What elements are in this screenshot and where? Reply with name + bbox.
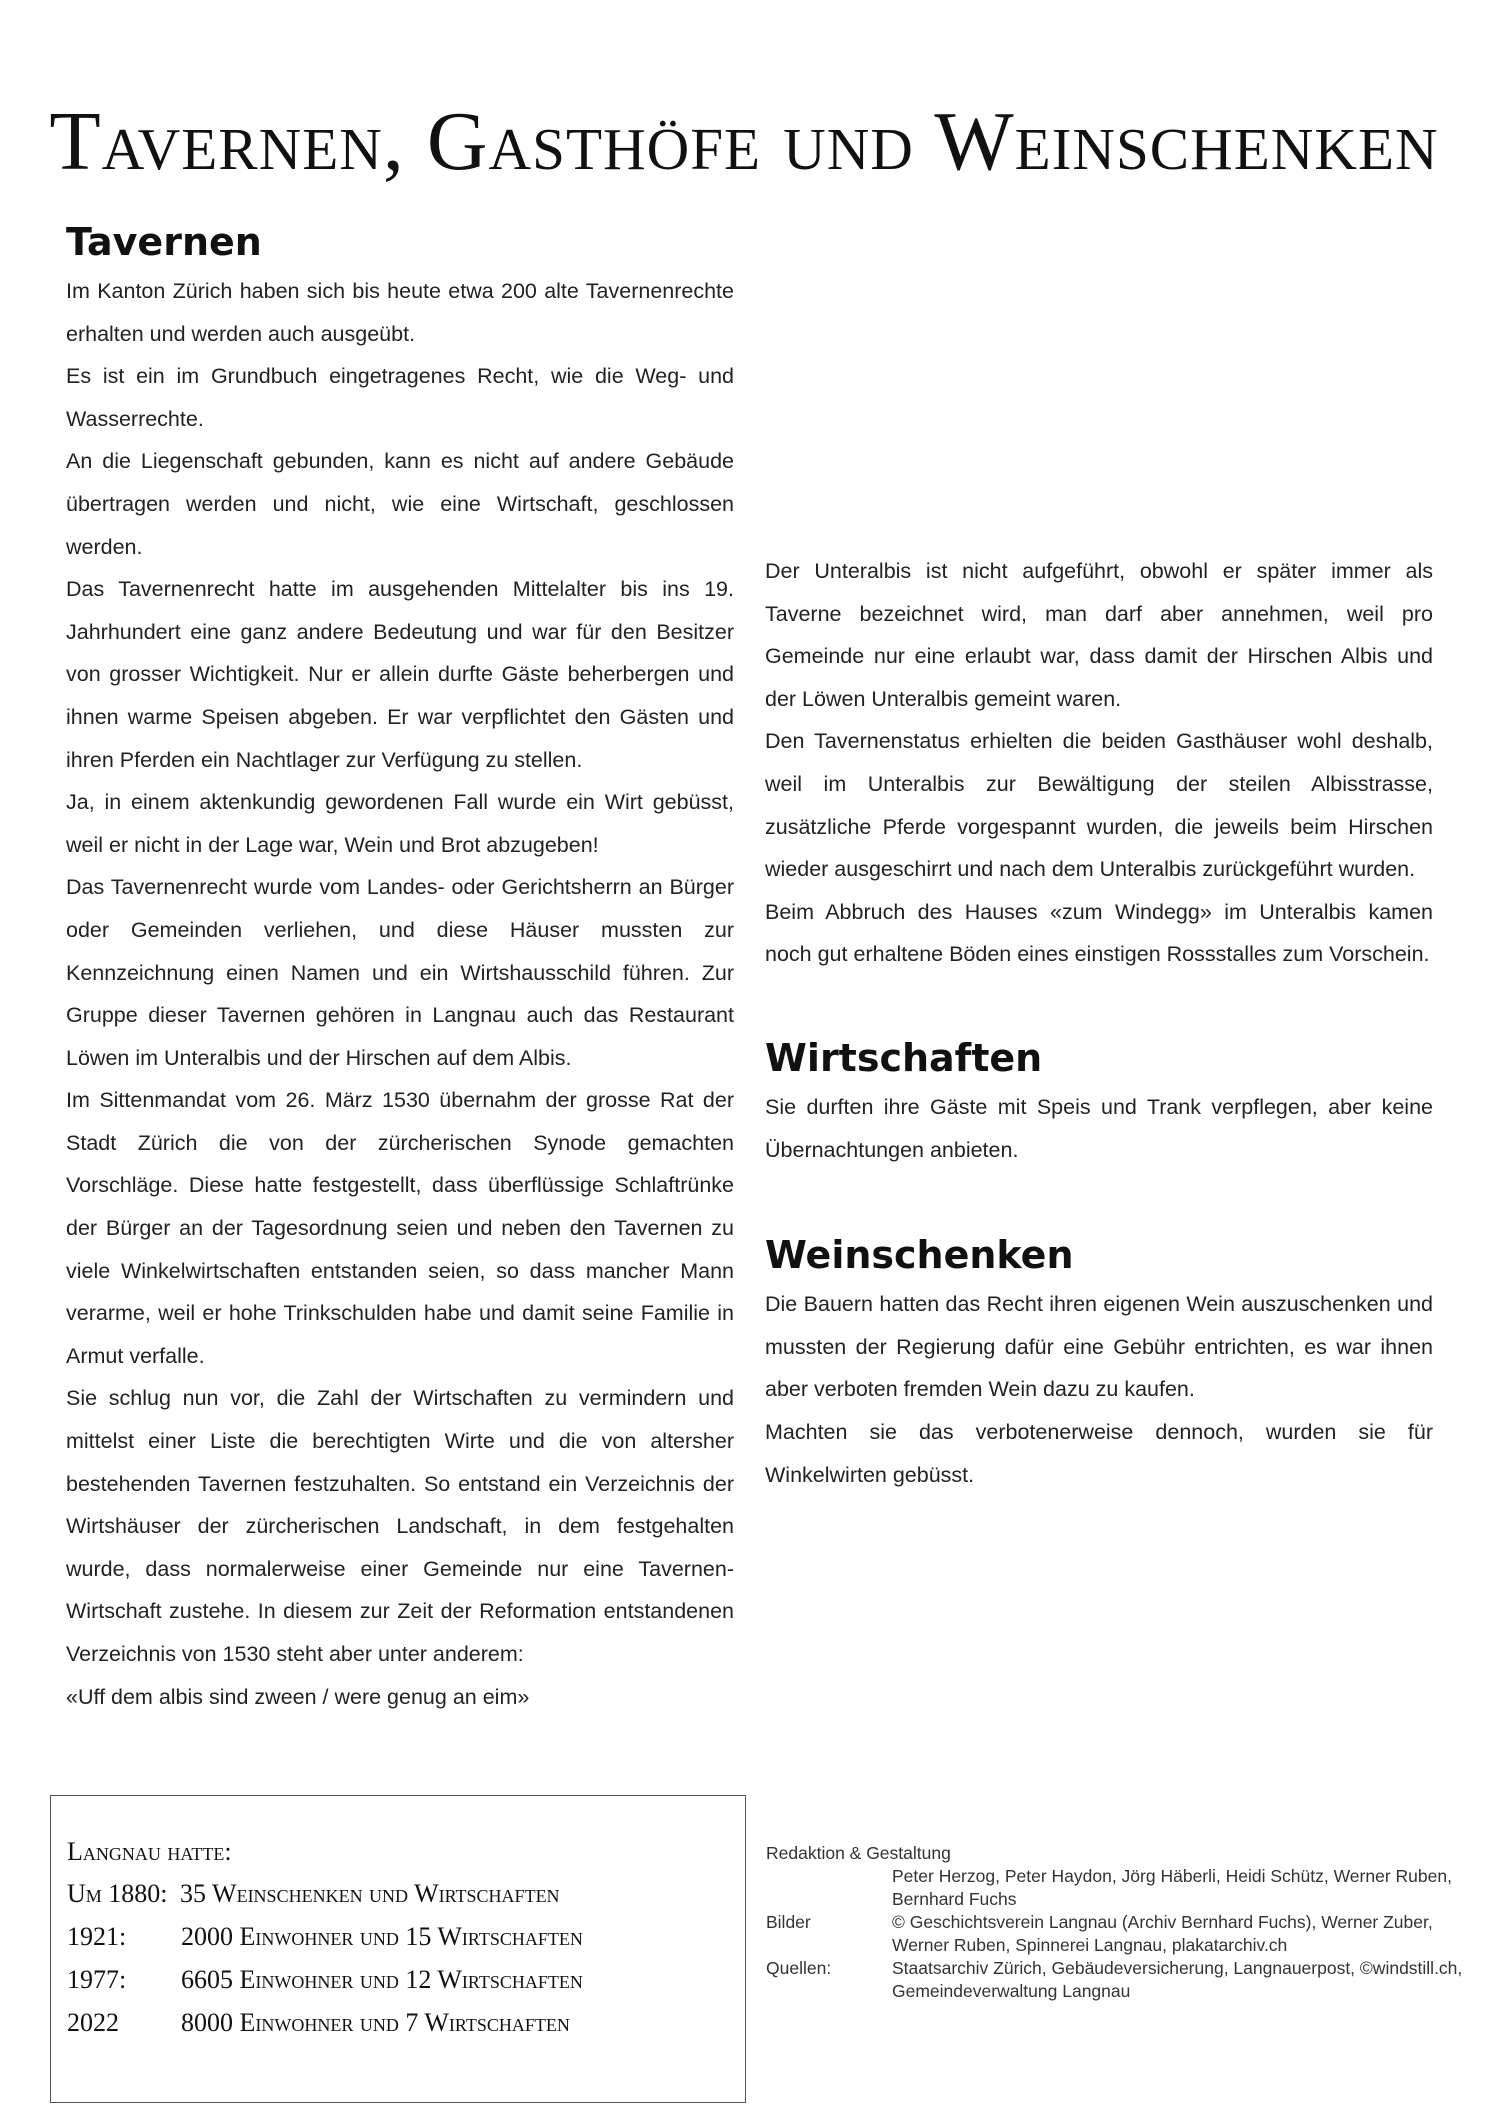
langnau-box-title: Langnau hatte: bbox=[67, 1837, 232, 1866]
langnau-row bbox=[67, 2001, 745, 2044]
weinschenken-heading: Weinschenken bbox=[765, 1233, 1074, 1278]
wirtschaften-paragraph: Sie durften ihre Gäste mit Speis und Trank verpflegen, aber keine Übernachtungen anbieten. bbox=[765, 1094, 1433, 1162]
tavernen-paragraph: Es ist ein im Grundbuch eingetragenes Recht, wie die Weg- und Wasserrechte. bbox=[66, 364, 734, 431]
tavernen-continued-paragraph: Den Tavernenstatus erhielten die beiden Gasthäuser wohl deshalb, weil im Unteralbis zur Bewältigung der steilen Albisstrasse, zusätzliche Pferde vorgespannt wurden, die jeweils beim Hirschen wieder ausgeschirrt und nach dem Unteralbis zurückgeführt wurden. bbox=[765, 729, 1433, 882]
tavernen-continued-paragraph: Der Unteralbis ist nicht aufgeführt, obwohl er später immer als Taverne bezeichnet wird, man darf aber annehmen, weil pro Gemeinde nur eine erlaubt war, dass damit der Hirschen Albis und der Löwen Unteralbis gemeint waren. bbox=[765, 559, 1433, 711]
tavernen-paragraph: Sie schlug nun vor, die Zahl der Wirtschaften zu vermindern und mittelst einer Liste die berechtigten Wirte und die von altersher bestehenden Tavernen festzuhalten. So entstand ein Verzeichnis der Wirtshäuser der zürcherischen Landschaft, in dem festgehalten wurde, dass normalerweise einer Gemeinde nur eine Tavernen-Wirtschaft zustehe. In diesem zur Zeit der Reformation entstandenen Verzeichnis von 1530 steht aber unter anderem: bbox=[66, 1386, 734, 1666]
credits-bilder-row bbox=[766, 1911, 1466, 1957]
tavernen-paragraph: Im Sittenmandat vom 26. März 1530 übernahm der grosse Rat der Stadt Zürich die von der zürcherischen Synode gemachten Vorschläge. Diese hatte festgestellt, dass überflüssige Schlaftrünke der Bürger an der Tagesordnung seien und neben den Tavernen zu viele Winkelwirtschaften entstanden seien, so dass mancher Mann verarme, weil er hohe Trinkschulden habe und damit seine Familie in Armut verfalle. bbox=[66, 1088, 734, 1368]
tavernen-heading: Tavernen bbox=[66, 220, 262, 264]
wirtschaften-heading: Wirtschaften bbox=[765, 1035, 1043, 1080]
tavernen-paragraph: Ja, in einem aktenkundig gewordenen Fall wurde ein Wirt gebüsst, weil er nicht in der Lage war, Wein und Brot abzugeben! bbox=[66, 790, 734, 857]
page-title: Tavernen, Gasthöfe und Weinschenken bbox=[49, 95, 1439, 188]
credits-redaktion-row bbox=[766, 1865, 1466, 1911]
credits-label bbox=[766, 1865, 892, 1911]
right-column bbox=[765, 550, 1433, 1496]
credits-quellen: Staatsarchiv Zürich, Gebäudeversicherung, Langnauerpost, ©windstill.ch, Gemeindeverwaltung Langnau bbox=[892, 1958, 1463, 2001]
langnau-statistics-box bbox=[50, 1795, 746, 2103]
tavernen-continued-paragraph: Beim Abbruch des Hauses «zum Windegg» im Unteralbis kamen noch gut erhaltene Böden eines einstigen Rossstalles zum Vorschein. bbox=[765, 899, 1433, 967]
credits-label: Bilder bbox=[766, 1912, 811, 1932]
langnau-row-year: 1977: bbox=[67, 1965, 127, 1994]
credits-bilder: © Geschichtsverein Langnau (Archiv Bernhard Fuchs), Werner Zuber, Werner Ruben, Spinnerei Langnau, plakatarchiv.ch bbox=[892, 1912, 1433, 1955]
langnau-row-text: 35 Weinschenken und Wirtschaften bbox=[180, 1879, 560, 1908]
langnau-row-text: 6605 Einwohner und 12 Wirtschaften bbox=[181, 1965, 583, 1994]
left-column bbox=[66, 214, 734, 1718]
langnau-row bbox=[67, 1915, 745, 1958]
langnau-row-text: 8000 Einwohner und 7 Wirtschaften bbox=[181, 2008, 570, 2037]
credits-block bbox=[766, 1842, 1466, 2003]
weinschenken-paragraph: Machten sie das verbotenerweise dennoch, wurden sie für Winkelwirten gebüsst. bbox=[765, 1419, 1433, 1487]
quote-paragraph: «Uff dem albis sind zween / were genug an eim» bbox=[66, 1684, 530, 1709]
langnau-row-year: Um 1880: bbox=[67, 1879, 168, 1908]
tavernen-paragraph: An die Liegenschaft gebunden, kann es nicht auf andere Gebäude übertragen werden und nicht, wie eine Wirtschaft, geschlossen werden. bbox=[66, 449, 734, 559]
credits-heading: Redaktion & Gestaltung bbox=[766, 1843, 951, 1863]
langnau-row bbox=[67, 1872, 745, 1915]
langnau-row bbox=[67, 1958, 745, 2001]
langnau-row-text: 2000 Einwohner und 15 Wirtschaften bbox=[181, 1922, 583, 1951]
tavernen-paragraph: Das Tavernenrecht hatte im ausgehenden Mittelalter bis ins 19. Jahrhundert eine ganz andere Bedeutung und war für den Besitzer von grosser Wichtigkeit. Nur er allein durfte Gäste beherbergen und ihnen warme Speisen abgeben. Er war verpflichtet den Gästen und ihren Pferden ein Nachtlager zur Verfügung zu stellen. bbox=[66, 577, 734, 772]
credits-redaktion: Peter Herzog, Peter Haydon, Jörg Häberli, Heidi Schütz, Werner Ruben, Bernhard Fuchs bbox=[892, 1866, 1452, 1909]
langnau-row-year: 1921: bbox=[67, 1922, 127, 1951]
weinschenken-paragraph: Die Bauern hatten das Recht ihren eigenen Wein auszuschenken und mussten der Regierung dafür eine Gebühr entrichten, es war ihnen aber verboten fremden Wein dazu zu kaufen. bbox=[765, 1292, 1433, 1402]
credits-label: Quellen: bbox=[766, 1958, 832, 1978]
langnau-row-year: 2022 bbox=[67, 2008, 119, 2037]
tavernen-paragraph: Im Kanton Zürich haben sich bis heute etwa 200 alte Tavernenrechte erhalten und werden auch ausgeübt. bbox=[66, 279, 734, 346]
credits-quellen-row bbox=[766, 1957, 1466, 2003]
tavernen-paragraph: Das Tavernenrecht wurde vom Landes- oder Gerichtsherrn an Bürger oder Gemeinden verliehen, und diese Häuser mussten zur Kennzeichnung einen Namen und ein Wirtshausschild führen. Zur Gruppe dieser Tavernen gehören in Langnau auch das Restaurant Löwen im Unteralbis und der Hirschen auf dem Albis. bbox=[66, 875, 734, 1070]
